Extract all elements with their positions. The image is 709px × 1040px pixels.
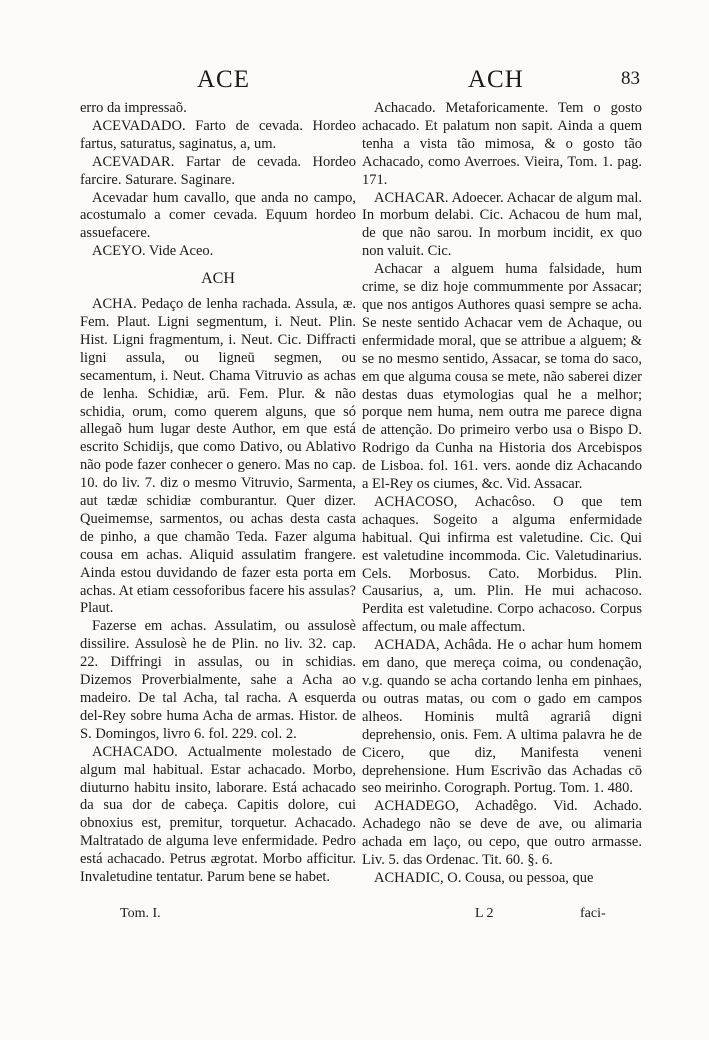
left-column (80, 100, 356, 887)
entry-paragraph: erro da impressaõ. (80, 100, 187, 116)
entry-paragraph: ACHACAR. Adoecer. Achacar de algum mal. In morbum delabi. Cic. Achacou de hum mal, de que não sarou. In morbum incidit, ex quo non valuit. Cic. (362, 189, 642, 260)
gathering-signature: L 2 (475, 906, 494, 921)
entry-paragraph: ACHADEGO, Achadêgo. Vid. Achado. Achadego não se deve de ave, ou alimaria achada em laço, ou cepo, que outro armasse. Liv. 5. das Ordenac. Tit. 60. §. 6. (362, 798, 642, 869)
entry-paragraph: Fazerse em achas. Assulatim, ou assulosè dissilire. Assulosè he de Plin. no liv. 32. cap. 22. Diffringi in assulas, ou in schidias. Dizemos Proverbialmente, sahe a Acha ao madeiro. De tal Acha, tal racha. A esquerda del-Rey sobre huma Acha de armas. Histor. de S. Domingos, livro 6. fol. 229. col. 2. (80, 618, 356, 742)
catchword: faci- (580, 906, 606, 921)
entry-paragraph: ACHADA, Achâda. He o achar hum homem em dano, que mereça coima, ou condenação, v.g. quando se acha cortando lenha em pinhaes, ou outras matas, ou com o gado em campos alheos. Hominis multâ agrariâ digni deprehensio, onis. Fem. A ultima palavra he de Cicero, que diz, Manifesta veneni deprehensione. Hum Escrivão das Achadas cō seo meirinho. Corograph. Portug. Tom. 1. 480. (362, 637, 642, 797)
running-header (85, 66, 640, 100)
right-column (362, 100, 642, 888)
entry-paragraph: Acevadar hum cavallo, que anda no campo, acostumalo a comer cevada. Equum hordeo assuefacere. (80, 189, 356, 242)
entry-paragraph: ACEVADADO. Farto de cevada. Hordeo fartus, saturatus, saginatus, a, um. (80, 117, 356, 152)
entry-paragraph: Achacado. Metaforicamente. Tem o gosto achacado. Et palatum non sapit. Ainda a quem tenha a vista tão mimosa, & o gosto tão Achacado, como Averroes. Vieira, Tom. 1. pag. 171. (362, 100, 642, 188)
right-running-head: ACH (468, 66, 524, 93)
page-number: 83 (621, 68, 640, 89)
entry-paragraph: ACHACOSO, Achacôso. O que tem achaques. Sogeito a alguma enfermidade habitual. Qui infirma est valetudine. Cic. Qui est valetudine incommoda. Cic. Valetudinarius. Cels. Morbosus. Cato. Morbidus. Plin. Causarius, a, um. Plin. He mui achacoso. Perdita est valetudine. Corpo achacoso. Corpus affectum, ou male affectum. (362, 493, 642, 636)
entry-paragraph: Achacar a alguem huma falsidade, hum crime, se diz hoje commummente por Assacar; que nos antigos Authores quasi sempre se acha. Se neste sentido Achacar vem de Achaque, ou enfermidade moral, que se attribue a alguem; & se no mesmo sentido, Assacar, se toma do saco, em que alguma cousa se mete, não saberei dizer destas duas etymologias qual he a melhor; porque nem huma, nem outra me parece digna de attenção. Do primeiro verbo usa o Bispo D. Rodrigo da Cunha na Historia dos Arcebispos de Lisboa. fol. 161. vers. aonde diz Achacando a El-Rey os ciumes, &c. Vid. Assacar. (362, 261, 642, 493)
left-running-head: ACE (197, 66, 250, 93)
volume-signature: Tom. I. (120, 906, 161, 921)
page-footer (80, 906, 640, 928)
entry-paragraph: ACHA. Pedaço de lenha rachada. Assula, æ. Fem. Plaut. Ligni segmentum, i. Neut. Plin. Hist. Ligni fragmentum, i. Neut. Cic. Diffracti ligni assula, ou ligneū segmen, ou secamentum, i. Neut. Chama Vitruvio as achas de lenha. Schidiæ, arū. Fem. Plur. & não schidia, orum, como querem alguns, que só allegaõ hum lugar deste Author, em que está escrito Schidijs, que como Dativo, ou Ablativo não pode fazer conhecer o genero. Mas no cap. 10. do liv. 7. diz o mesmo Vitruvio, Sarmenta, aut tædæ schidiæ comburantur. Quer dizer. Queimemse, sarmentos, ou achas desta casta de pinho, a que chamão Teda. Fazer alguma cousa em achas. Aliquid assulatim frangere. Ainda estou duvidando de fazer esta porta em achas. At etiam cessoforibus facere his assulas? Plaut. (80, 296, 356, 617)
entry-paragraph: ACEYO. Vide Aceo. (92, 243, 214, 260)
section-heading: ACH (201, 270, 235, 288)
entry-paragraph: ACEVADAR. Fartar de cevada. Hordeo farcire. Saturare. Saginare. (80, 153, 356, 188)
entry-paragraph: ACHADIC, O. Cousa, ou pessoa, que (374, 869, 594, 886)
entry-paragraph: ACHACADO. Actualmente molestado de algum mal habitual. Estar achacado. Morbo, diuturno habitu insito, laborare. Está achacado da sua dor de cabeça. Capitis dolore, cui obnoxius est, premitur, torquetur. Achacado. Maltratado de alguma leve enfermidade. Pedro está achacado. Petrus ægrotat. Morbo afficitur. Invaletudine tentatur. Parum bene se habet. (80, 743, 356, 886)
